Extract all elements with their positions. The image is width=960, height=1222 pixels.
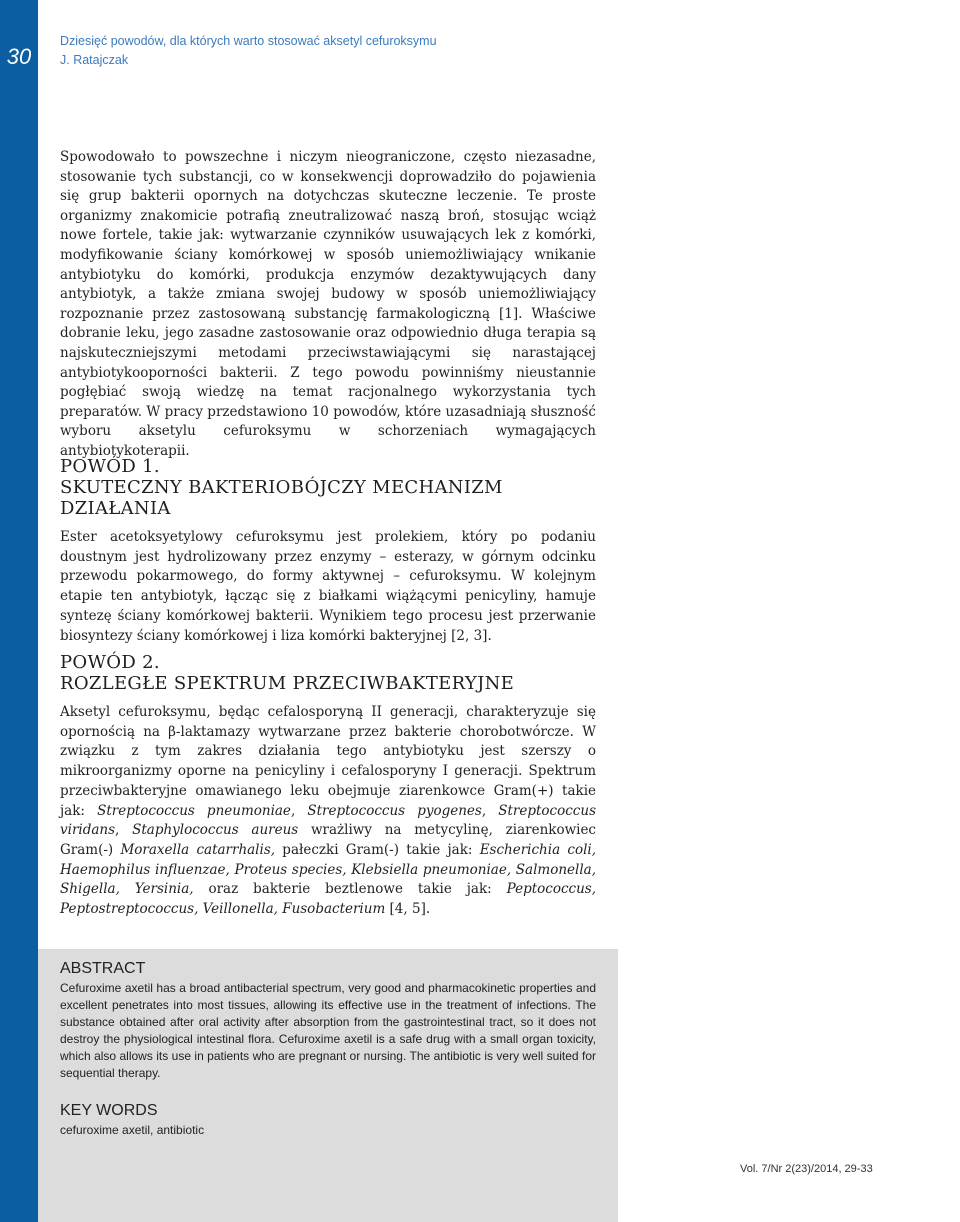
section-reason-1 [60,456,596,646]
section-2-title: ROZLEGŁE SPEKTRUM PRZECIWBAKTERYJNE [60,673,515,694]
abstract-heading: ABSTRACT [60,960,146,977]
species-anaerobes-list: Peptococcus, Peptostreptococcus, Veillonella, Fusobacterium [60,881,596,918]
species-s-viridans: Streptococcus viridans [60,802,596,839]
intro-paragraph: Spowodowało to powszechne i niczym nieograniczone, często niezasadne, stosowanie tych substancji, co w konsekwencji doprowadziło do pojawienia się grup bakterii opornych na dotychczas skuteczne leczenie. Te proste organizmy znakomicie potrafią zneutralizować naszą broń, stosując wciąż nowe fortele, takie jak: wytwarzanie czynników usuwających lek z komórki, modyfikowanie ściany komórkowej w sposób uniemożliwiający wnikanie antybiotyku do komórki, produkcja enzymów dezaktywujących dany antybiotyk, a także zmiana swojej budowy w sposób uniemożliwiający rozpoznanie przez zastosowaną substancję farmakologiczną [1]. Właściwe dobranie leku, jego zasadne zastosowanie oraz odpowiednio długa terapia są najskuteczniejszymi metodami przeciwstawiającymi się narastającej antybiotykooporności bakterii. Z tego powodu powinniśmy nieustannie pogłębiać swoją wiedzę na temat racjonalnego wykorzystania tych preparatów. W pracy przedstawiono 10 powodów, które uzasadniają słuszność wyboru aksetylu cefuroksymu w schorzeniach wymagających antybiotykoterapii. [60,149,596,459]
keywords-text: cefuroxime axetil, antibiotic [60,1123,205,1137]
separator: , [290,802,308,819]
separator: , [115,822,133,839]
species-s-pneumoniae: Streptococcus pneumoniae [97,802,291,819]
species-gram-negative-list: Escherichia coli, Haemophilus influenzae, Proteus species, Klebsiella pneumoniae, Salmonella, Shigella, Yersinia, [60,841,596,898]
section-2-text-part4: oraz bakterie beztlenowe takie jak: [193,881,507,898]
running-head-title: Dziesięć powodów, dla których warto stosować aksetyl cefuroksymu [60,34,437,48]
abstract-text: Cefuroxime axetil has a broad antibacterial spectrum, very good and pharmacokinetic properties and excellent penetrates into most tissues, allowing its effective use in the treatment of infections. The substance obtained after oral activity after absorption from the gastrointestinal tract, so it does not destroy the physiological intestinal flora. Cefuroxime axetil is a safe drug with a small organ toxicity, which also allows its use in patients who are pregnant or nursing. The antibiotic is very well suited for sequential therapy. [60,981,596,1080]
running-head-author: J. Ratajczak [60,53,129,67]
section-1-label: POWÓD 1. [60,456,160,477]
section-2-heading [60,652,596,694]
section-2-text-part5: [4, 5]. [385,901,431,918]
section-reason-2 [60,652,596,920]
page-number: 30 [6,44,32,69]
species-s-pyogenes: Streptococcus pyogenes [307,802,482,819]
volume-info: Vol. 7/Nr 2(23)/2014, 29-33 [740,1163,873,1175]
species-m-catarrhalis: Moraxella catarrhalis, [120,841,276,858]
abstract-box [38,949,618,1222]
section-2-text-part2: wrażliwy na metycylinę, ziarenkowiec Gram(-) [60,822,596,858]
section-1-title: SKUTECZNY BAKTERIOBÓJCZY MECHANIZM DZIAŁANIA [60,477,503,519]
sidebar-band [0,0,38,1222]
section-1-heading [60,456,596,519]
keywords-heading: KEY WORDS [60,1102,158,1119]
running-head [60,32,437,70]
species-s-aureus: Staphylococcus aureus [132,822,299,839]
section-2-paragraph [60,703,596,920]
section-2-label: POWÓD 2. [60,652,160,673]
section-2-text-part3: pałeczki Gram(-) takie jak: [275,841,480,858]
section-2-text-part1: Aksetyl cefuroksymu, będąc cefalosporyną II generacji, charakteryzuje się opornością na β-laktamazy wytwarzane przez bakterie chorobotwórcze. W związku z tym zakres działania tego antybiotyku jest szerszy o mikroorganizmy oporne na penicyliny i cefalosporyny I generacji. Spektrum przeciwbakteryjne omawianego leku obejmuje ziarenkowce Gram(+) takie jak: [60,704,596,819]
separator: , [481,802,499,819]
section-1-paragraph: Ester acetoksyetylowy cefuroksymu jest prolekiem, który po podaniu doustnym jest hydrolizowany przez enzymy – esterazy, w górnym odcinku przewodu pokarmowego, do formy aktywnej – cefuroksymu. W kolejnym etapie ten antybiotyk, łącząc się z białkami wiążącymi penicyliny, hamuje syntezę ściany komórkowej bakterii. Wynikiem tego procesu jest przerwanie biosyntezy ściany komórkowej i liza komórki bakteryjnej [2, 3]. [60,529,596,644]
